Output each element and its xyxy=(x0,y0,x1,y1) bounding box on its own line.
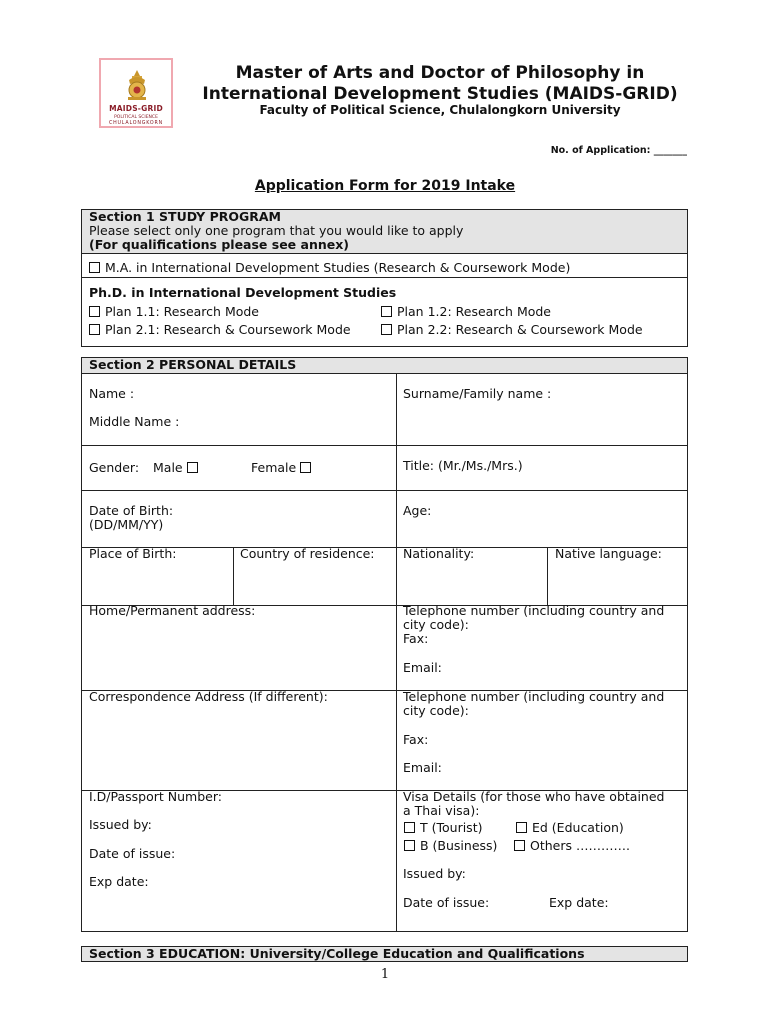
visa-others-checkbox[interactable] xyxy=(514,840,525,851)
visa-tourist-label: T (Tourist) xyxy=(420,820,483,835)
email-field-2[interactable]: Email: xyxy=(403,760,442,775)
section3-heading: Section 3 EDUCATION: University/College Education and Qualifications xyxy=(89,946,585,961)
passport-exp-date-field[interactable]: Exp date: xyxy=(89,874,149,889)
plan-2-2-option[interactable] xyxy=(381,323,643,337)
plan-1-2-option[interactable] xyxy=(381,305,551,319)
visa-label-a: Visa Details (for those who have obtained xyxy=(403,789,665,804)
visa-date-of-issue-field[interactable]: Date of issue: xyxy=(403,895,490,910)
passport-date-of-issue-field[interactable]: Date of issue: xyxy=(89,846,176,861)
section1-heading: Section 1 STUDY PROGRAM xyxy=(89,209,281,224)
place-of-birth-field[interactable]: Place of Birth: xyxy=(89,546,177,561)
plan-1-2-label: Plan 1.2: Research Mode xyxy=(397,304,551,319)
plan-2-1-option[interactable] xyxy=(89,323,351,337)
visa-business-option[interactable] xyxy=(404,839,497,853)
telephone-label-2b: city code): xyxy=(403,703,469,718)
telephone-label-2a: Telephone number (including country and xyxy=(403,689,665,704)
plan-2-2-label: Plan 2.2: Research & Coursework Mode xyxy=(397,322,643,337)
faculty-subtitle: Faculty of Political Science, Chulalongkorn University xyxy=(259,103,621,117)
university-logo xyxy=(99,58,173,128)
visa-business-label: B (Business) xyxy=(420,838,498,853)
section1-instruction: Please select only one program that you would like to apply xyxy=(89,223,464,238)
crest-icon xyxy=(123,68,151,102)
gender-female-option[interactable] xyxy=(251,461,311,475)
country-of-residence-field[interactable]: Country of residence: xyxy=(240,546,375,561)
gender-label: Gender: xyxy=(89,460,140,475)
visa-others-option[interactable] xyxy=(514,839,630,853)
logo-university: CHULALONGKORN xyxy=(108,121,164,126)
page-number: 1 xyxy=(380,967,390,982)
plan-2-1-label: Plan 2.1: Research & Coursework Mode xyxy=(105,322,351,337)
dob-field[interactable]: Date of Birth: xyxy=(89,503,174,518)
form-title: Application Form for 2019 Intake xyxy=(254,178,516,194)
section1-note: (For qualifications please see annex) xyxy=(89,237,349,252)
native-language-field[interactable]: Native language: xyxy=(555,546,662,561)
correspondence-address-field[interactable]: Correspondence Address (If different): xyxy=(89,689,328,704)
name-field[interactable]: Name : xyxy=(89,386,135,401)
visa-issued-by-field[interactable]: Issued by: xyxy=(403,866,466,881)
page-title-line2: International Development Studies (MAIDS-GRID) xyxy=(202,84,678,104)
passport-number-field[interactable]: I.D/Passport Number: xyxy=(89,789,222,804)
female-label: Female xyxy=(251,460,297,475)
home-address-field[interactable]: Home/Permanent address: xyxy=(89,603,256,618)
logo-subtext: POLITICAL SCIENCE xyxy=(114,115,158,120)
plan-1-1-checkbox[interactable] xyxy=(89,306,100,317)
ma-checkbox[interactable] xyxy=(89,262,100,273)
application-number: No. of Application: _______ xyxy=(550,145,687,156)
visa-education-checkbox[interactable] xyxy=(516,822,527,833)
visa-education-label: Ed (Education) xyxy=(532,820,624,835)
visa-business-checkbox[interactable] xyxy=(404,840,415,851)
visa-tourist-checkbox[interactable] xyxy=(404,822,415,833)
telephone-label-1a: Telephone number (including country and xyxy=(403,603,665,618)
plan-1-1-label: Plan 1.1: Research Mode xyxy=(105,304,259,319)
ma-option[interactable] xyxy=(89,261,570,275)
visa-label-b: a Thai visa): xyxy=(403,803,480,818)
male-label: Male xyxy=(153,460,183,475)
visa-tourist-option[interactable] xyxy=(404,821,482,835)
visa-others-label: Others …………. xyxy=(530,838,630,853)
email-field-1[interactable]: Email: xyxy=(403,660,442,675)
dob-format: (DD/MM/YY) xyxy=(89,517,164,532)
female-checkbox[interactable] xyxy=(300,462,311,473)
plan-2-2-checkbox[interactable] xyxy=(381,324,392,335)
nationality-field[interactable]: Nationality: xyxy=(403,546,475,561)
title-field[interactable]: Title: (Mr./Ms./Mrs.) xyxy=(403,458,523,473)
fax-field-2[interactable]: Fax: xyxy=(403,732,429,747)
fax-field-1[interactable]: Fax: xyxy=(403,631,429,646)
gender-male-option[interactable] xyxy=(153,461,198,475)
page-title-line1: Master of Arts and Doctor of Philosophy in xyxy=(235,63,645,83)
visa-exp-date-field[interactable]: Exp date: xyxy=(549,895,609,910)
surname-field[interactable]: Surname/Family name : xyxy=(403,386,552,401)
phd-heading: Ph.D. in International Development Studies xyxy=(89,285,397,300)
passport-issued-by-field[interactable]: Issued by: xyxy=(89,817,152,832)
ma-option-label: M.A. in International Development Studies (Research & Coursework Mode) xyxy=(105,260,571,275)
male-checkbox[interactable] xyxy=(187,462,198,473)
plan-1-2-checkbox[interactable] xyxy=(381,306,392,317)
plan-2-1-checkbox[interactable] xyxy=(89,324,100,335)
middle-name-field[interactable]: Middle Name : xyxy=(89,414,180,429)
plan-1-1-option[interactable] xyxy=(89,305,259,319)
age-field[interactable]: Age: xyxy=(403,503,432,518)
section2-heading: Section 2 PERSONAL DETAILS xyxy=(89,357,297,372)
telephone-label-1b: city code): xyxy=(403,617,469,632)
visa-education-option[interactable] xyxy=(516,821,624,835)
logo-brand: MAIDS-GRID xyxy=(109,104,163,113)
